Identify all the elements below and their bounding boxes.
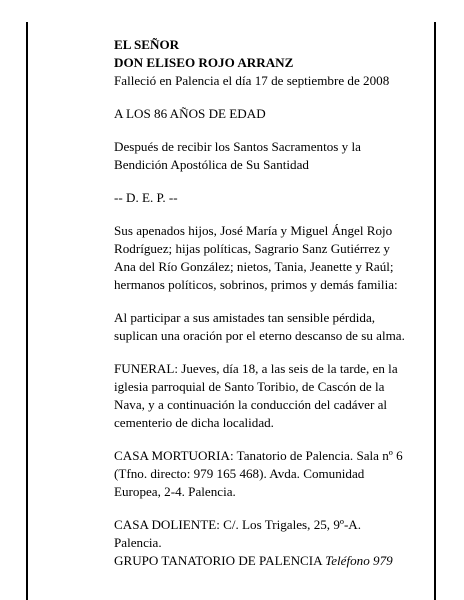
obituary-text	[114, 36, 432, 570]
funeral-line-2: iglesia parroquial de Santo Toribio, de Cascón de la	[114, 379, 385, 394]
family-line-3: Ana del Río González; nietos, Tania, Jeanette y Raúl;	[114, 259, 394, 274]
funeral-line-4: cementerio de dicha localidad.	[114, 415, 274, 430]
right-border-line	[434, 22, 436, 600]
sacraments-line-2: Bendición Apostólica de Su Santidad	[114, 157, 309, 172]
mortuary-line-3: Europea, 2-4. Palencia.	[114, 484, 236, 499]
funeral-home-name: GRUPO TANATORIO DE PALENCIA	[114, 553, 322, 568]
funeral-home-phone-label: Teléfono 979	[325, 553, 393, 568]
sacraments-line-1: Después de recibir los Santos Sacramentos y la	[114, 139, 361, 154]
spacer	[114, 90, 432, 105]
request-line-1: Al participar a sus amistades tan sensible pérdida,	[114, 310, 376, 325]
mortuary-line-2: (Tfno. directo: 979 165 468). Avda. Comunidad	[114, 466, 365, 481]
footer-line	[114, 552, 432, 570]
left-border-line	[26, 22, 28, 600]
rip-line: -- D. E. P. --	[114, 190, 178, 205]
spacer	[114, 207, 432, 222]
family-line-4: hermanos políticos, sobrinos, primos y demás familia:	[114, 277, 398, 292]
spacer	[114, 123, 432, 138]
spacer	[114, 174, 432, 189]
mortuary-line-1: CASA MORTUORIA: Tanatorio de Palencia. Sala nº 6	[114, 448, 403, 463]
family-line-1: Sus apenados hijos, José María y Miguel Ángel Rojo	[114, 223, 393, 238]
funeral-line-3: Nava, y a continuación la conducción del cadáver al	[114, 397, 388, 412]
mourning-house-line-2: Palencia.	[114, 535, 162, 550]
spacer	[114, 345, 432, 360]
spacer	[114, 294, 432, 309]
spacer	[114, 501, 432, 516]
age-line: A LOS 86 AÑOS DE EDAD	[114, 106, 266, 121]
death-date-line: Falleció en Palencia el día 17 de septiembre de 2008	[114, 73, 390, 88]
spacer	[114, 432, 432, 447]
header-line-1: EL SEÑOR	[114, 37, 180, 52]
family-line-2: Rodríguez; hijas políticas, Sagrario Sanz Gutiérrez y	[114, 241, 390, 256]
deceased-name: DON ELISEO ROJO ARRANZ	[114, 55, 294, 70]
mourning-house-line-1: CASA DOLIENTE: C/. Los Trigales, 25, 9º-A.	[114, 517, 362, 532]
funeral-line-1: FUNERAL: Jueves, día 18, a las seis de la tarde, en la	[114, 361, 398, 376]
request-line-2: suplican una oración por el eterno descanso de su alma.	[114, 328, 405, 343]
